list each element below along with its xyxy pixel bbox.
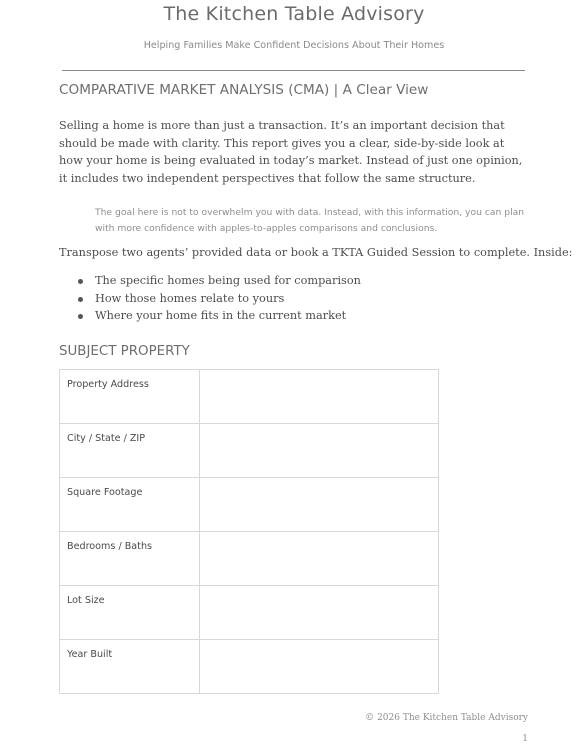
year-built-label: Year Built xyxy=(60,640,200,694)
table-row xyxy=(60,586,439,640)
list-item: The specific homes being used for comparison xyxy=(95,272,361,290)
tagline: Helping Families Make Confident Decisions About Their Homes xyxy=(143,40,445,51)
property-address-label: Property Address xyxy=(60,370,200,424)
bedrooms-baths-label: Bedrooms / Baths xyxy=(60,532,200,586)
header-divider xyxy=(62,70,525,71)
square-footage-field[interactable] xyxy=(200,478,439,532)
lot-size-field[interactable] xyxy=(200,586,439,640)
bedrooms-baths-field[interactable] xyxy=(200,532,439,586)
brand-name: The Kitchen Table Advisory xyxy=(163,3,425,25)
subject-property-heading: SUBJECT PROPERTY xyxy=(59,344,190,359)
table-row xyxy=(60,478,439,532)
document-title: COMPARATIVE MARKET ANALYSIS (CMA) | A Clear View xyxy=(59,82,429,98)
city-state-zip-field[interactable] xyxy=(200,424,439,478)
lot-size-label: Lot Size xyxy=(60,586,200,640)
list-item: How those homes relate to yours xyxy=(95,290,361,308)
table-row xyxy=(60,424,439,478)
transpose-instruction: Transpose two agents’ provided data or book a TKTA Guided Session to complete. Inside: xyxy=(59,246,573,259)
square-footage-label: Square Footage xyxy=(60,478,200,532)
city-state-zip-label: City / State / ZIP xyxy=(60,424,200,478)
page-number: 1 xyxy=(522,734,528,744)
table-row xyxy=(60,370,439,424)
intro-paragraph: Selling a home is more than just a transaction. It’s an important decision that should be made with clarity. This report gives you a clear, side-by-side look at how your home is being evaluated in today’s market. Instead of just one opinion, it includes two independent perspectives that follow the same structure. xyxy=(59,119,523,185)
property-address-field[interactable] xyxy=(200,370,439,424)
table-row xyxy=(60,532,439,586)
goal-note: The goal here is not to overwhelm you with data. Instead, with this information, you can plan with more confidence with apples-to-apples comparisons and conclusions. xyxy=(95,207,525,234)
inside-list xyxy=(95,272,361,325)
subject-property-table xyxy=(59,369,439,694)
footer-copyright: © 2026 The Kitchen Table Advisory xyxy=(365,713,528,723)
year-built-field[interactable] xyxy=(200,640,439,694)
list-item: Where your home fits in the current market xyxy=(95,307,361,325)
table-row xyxy=(60,640,439,694)
